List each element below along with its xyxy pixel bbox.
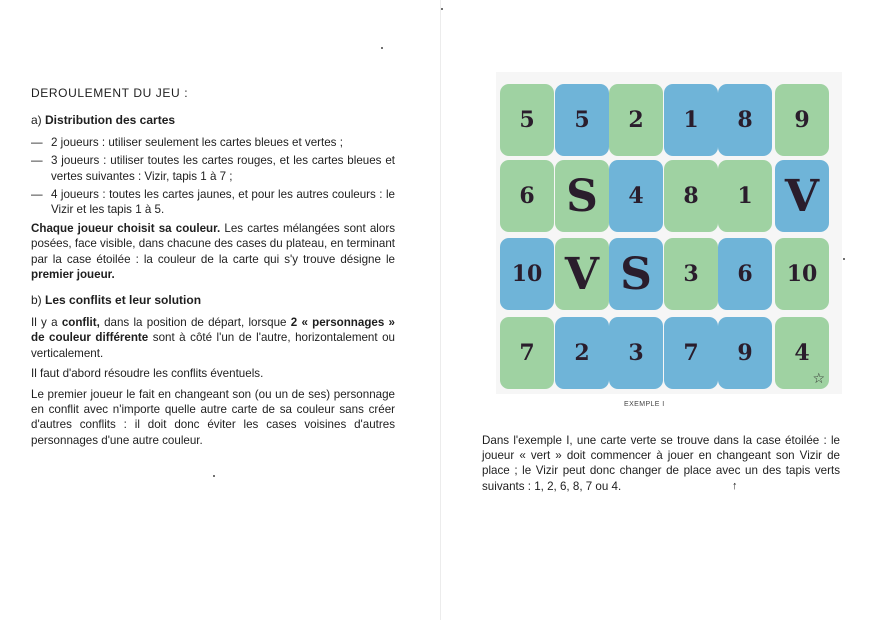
figure-caption: EXEMPLE I bbox=[624, 401, 665, 408]
list-item-text: 2 joueurs : utiliser seulement les cartes bleues et vertes ; bbox=[51, 135, 343, 149]
board-tile bbox=[555, 317, 609, 389]
board-tile bbox=[775, 84, 829, 156]
subsection-b-heading: Les conflits et leur solution bbox=[45, 293, 202, 308]
subsection-a-title bbox=[31, 113, 395, 128]
tile-number-label: 8 bbox=[737, 107, 753, 133]
board-tile bbox=[664, 160, 718, 232]
list-item bbox=[31, 153, 395, 184]
section-title: DEROULEMENT DU JEU : bbox=[31, 86, 189, 100]
board-tile bbox=[718, 238, 772, 310]
tile-character-label: V bbox=[784, 170, 820, 222]
bold-phrase: premier joueur. bbox=[31, 268, 115, 282]
tile-character-label: V bbox=[564, 248, 600, 300]
board-tile bbox=[555, 238, 609, 310]
first-player-paragraph: Le premier joueur le fait en changeant son (ou un de ses) personnage en conflit avec n'importe quelle autre carte de sa couleur sans créer d'autres conflits : il doit donc éviter les cases voisines d'autres personnages d'une autre couleur. bbox=[31, 387, 395, 447]
board-tile bbox=[718, 317, 772, 389]
board-tile bbox=[500, 238, 554, 310]
tile-number-label: 4 bbox=[628, 183, 644, 209]
tile-character-label: S bbox=[566, 170, 598, 222]
subsection-b-title bbox=[31, 293, 395, 308]
example-paragraph: Dans l'exemple I, une carte verte se trouve dans la case étoilée : le joueur « vert » doit commencer à jouer en changeant son Vizir de place ; le Vizir peut donc changer de place avec un des tapis verts suivants : 1, 2, 6, 8, 7 ou 4. bbox=[482, 433, 840, 493]
distribution-paragraph bbox=[31, 221, 395, 283]
scan-speck bbox=[381, 47, 383, 49]
tile-number-label: 9 bbox=[794, 107, 810, 133]
tile-number-label: 2 bbox=[574, 340, 590, 366]
board-tile bbox=[555, 84, 609, 156]
dash-bullet: — bbox=[31, 154, 43, 168]
board-tile bbox=[609, 317, 663, 389]
tile-number-label: 2 bbox=[628, 107, 644, 133]
board-tile bbox=[609, 238, 663, 310]
conflict-paragraph bbox=[31, 315, 395, 361]
list-item bbox=[31, 187, 395, 218]
tile-number-label: 4 bbox=[794, 340, 810, 366]
tile-number-label: 10 bbox=[511, 261, 543, 287]
scan-speck bbox=[441, 8, 443, 10]
tile-number-label: 7 bbox=[683, 340, 699, 366]
game-board bbox=[496, 72, 842, 394]
tile-number-label: 7 bbox=[519, 340, 535, 366]
tile-number-label: 5 bbox=[519, 107, 535, 133]
up-arrow-icon: ↑ bbox=[732, 480, 738, 492]
dash-bullet: — bbox=[31, 135, 43, 149]
tile-character-label: S bbox=[620, 248, 652, 300]
right-page bbox=[440, 0, 877, 620]
tile-number-label: 10 bbox=[786, 261, 818, 287]
board-tile bbox=[775, 317, 829, 389]
tile-number-label: 1 bbox=[683, 107, 699, 133]
subsection-a-prefix: a) bbox=[31, 113, 42, 128]
paragraph-text: sont à côté l'un de l'autre, horizontalement ou verticalement. bbox=[31, 331, 395, 360]
bold-phrase: 2 « personnages » de couleur différente bbox=[31, 315, 396, 345]
board-tile bbox=[555, 160, 609, 232]
star-icon: ☆ bbox=[812, 371, 825, 387]
list-item bbox=[31, 135, 395, 150]
board-tile bbox=[500, 84, 554, 156]
tile-number-label: 8 bbox=[683, 183, 699, 209]
tile-number-label: 3 bbox=[628, 340, 644, 366]
board-tile bbox=[664, 317, 718, 389]
scan-speck bbox=[213, 475, 215, 477]
board-tile bbox=[500, 317, 554, 389]
board-tile bbox=[500, 160, 554, 232]
tile-number-label: 3 bbox=[683, 261, 699, 287]
subsection-b-prefix: b) bbox=[31, 293, 42, 308]
resolve-paragraph: Il faut d'abord résoudre les conflits éventuels. bbox=[31, 367, 264, 381]
tile-number-label: 6 bbox=[519, 183, 535, 209]
paragraph-text: dans la position de départ, lorsque bbox=[104, 315, 287, 329]
board-tile bbox=[664, 238, 718, 310]
dash-bullet: — bbox=[31, 188, 43, 202]
subsection-a-heading: Distribution des cartes bbox=[45, 113, 176, 128]
tile-number-label: 9 bbox=[737, 340, 753, 366]
tile-number-label: 1 bbox=[737, 183, 753, 209]
board-tile bbox=[718, 84, 772, 156]
board-tile bbox=[775, 238, 829, 310]
board-tile bbox=[718, 160, 772, 232]
paragraph-text: Il y a bbox=[31, 315, 58, 329]
paragraph-text: Les cartes mélangées sont alors posées, face visible, dans chacune des cases du plateau, en terminant par la case étoilée : la couleur de la carte qui s'y trouve désigne le bbox=[31, 221, 395, 266]
list-item-text: 4 joueurs : toutes les cartes jaunes, et pour les autres couleurs : le Vizir et les tapis 1 à 5. bbox=[51, 188, 395, 217]
tile-number-label: 6 bbox=[737, 261, 753, 287]
bold-phrase: conflit, bbox=[61, 315, 100, 329]
rules-column bbox=[31, 86, 395, 453]
board-tile bbox=[775, 160, 829, 232]
board-tile bbox=[609, 160, 663, 232]
tile-number-label: 5 bbox=[574, 107, 590, 133]
board-tile bbox=[664, 84, 718, 156]
board-tile bbox=[609, 84, 663, 156]
list-item-text: 3 joueurs : utiliser toutes les cartes rouges, et les cartes bleues et vertes suivantes : Vizir, tapis 1 à 7 ; bbox=[51, 154, 395, 183]
bold-phrase: Chaque joueur choisit sa couleur. bbox=[31, 221, 221, 235]
scan-speck bbox=[843, 258, 845, 260]
